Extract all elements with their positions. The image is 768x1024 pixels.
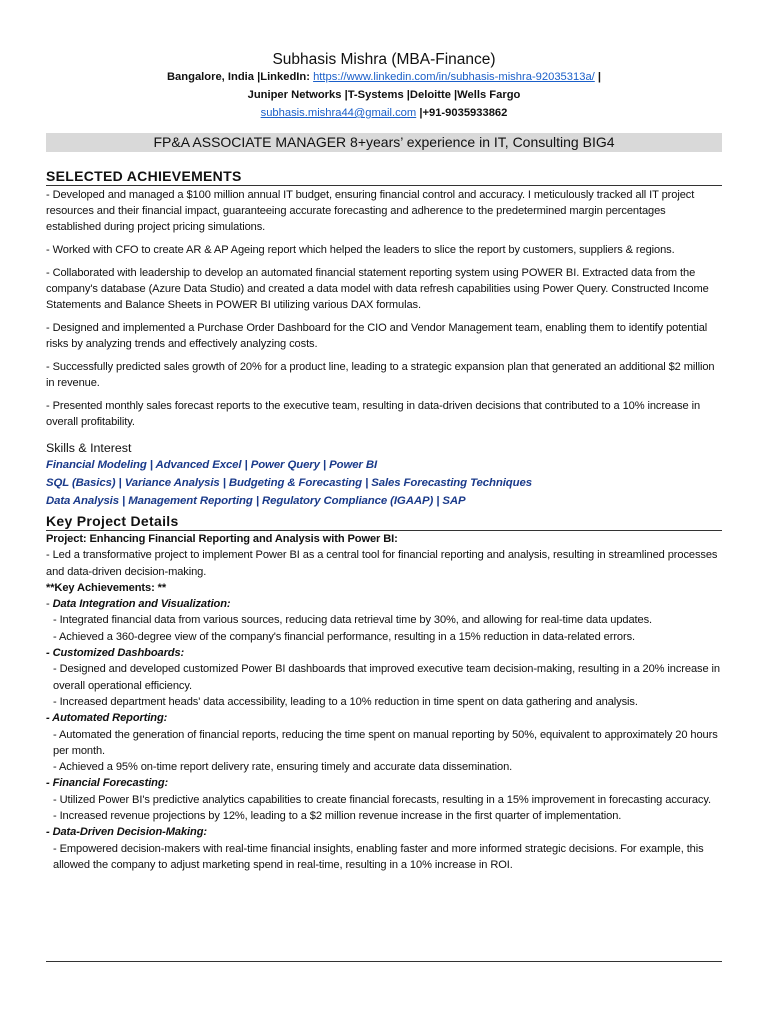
dash-prefix: - — [46, 598, 53, 611]
headline-banner: FP&A ASSOCIATE MANAGER 8+years’ experience in IT, Consulting BIG4 — [46, 133, 722, 152]
achievement-item: - Developed and managed a $100 million annual IT budget, ensuring financial control and accuracy. I meticulously tracked all IT project resources and their financial impact, guaranteeing accurate forecasting and adherence to the predetermined margin percentages established during project pricing simulations. — [46, 189, 695, 233]
linkedin-link[interactable]: https://www.linkedin.com/in/subhasis-mishra-92035313a/ — [313, 71, 595, 83]
projects-heading: Key Project Details — [46, 513, 722, 531]
group-bullet: - Designed and developed customized Power BI dashboards that improved executive team decision-making, resulting in a 20% increase in overall operational efficiency. — [53, 663, 720, 692]
group-heading: - Financial Forecasting: — [46, 777, 169, 790]
group-bullet: - Utilized Power BI's predictive analytics capabilities to create financial forecasts, resulting in a 15% improvement in forecasting accuracy. — [53, 793, 711, 806]
achievements-list — [46, 187, 722, 430]
achievement-item: - Collaborated with leadership to develop an automated financial statement reporting system using POWER BI. Extracted data from the company's database (Azure Data Studio) and created a data model with data refresh capabilities using Power Query. Constructed Income Statements and Balance Sheets in POWER BI utilizing various DAX formulas. — [46, 267, 709, 311]
location-suffix: | — [594, 71, 602, 83]
contact-line — [46, 104, 722, 122]
candidate-name: Subhasis Mishra (MBA-Finance) — [272, 51, 496, 68]
achievements-heading: SELECTED ACHIEVEMENTS — [46, 168, 722, 186]
skills-line: Data Analysis | Management Reporting | Regulatory Compliance (IGAAP) | SAP — [46, 495, 466, 507]
group-heading-text: Data Integration and Visualization: — [52, 598, 231, 611]
group-heading — [46, 596, 722, 612]
group-heading: - Data-Driven Decision-Making: — [46, 826, 207, 839]
location-text: Bangalore, India |LinkedIn: — [166, 71, 314, 83]
skills-heading: Skills & Interest — [46, 441, 132, 455]
phone-text: |+91-9035933862 — [416, 107, 508, 119]
skills-line: SQL (Basics) | Variance Analysis | Budgeting & Forecasting | Sales Forecasting Techniques — [46, 477, 532, 489]
achievement-item: - Presented monthly sales forecast reports to the executive team, resulting in data-driven decisions that contributed to a 10% increase in overall profitability. — [46, 400, 701, 428]
group-bullet: - Increased revenue projections by 12%, leading to a $2 million revenue increase in the first quarter of implementation. — [53, 810, 622, 823]
group-bullet: - Increased department heads' data accessibility, leading to a 10% reduction in time spent on data gathering and analysis. — [53, 695, 638, 708]
group-bullet: - Integrated financial data from various sources, reducing data retrieval time by 30%, and allowing for real-time data updates. — [53, 614, 653, 627]
group-bullet: - Achieved a 95% on-time report delivery rate, ensuring timely and accurate data dissemination. — [53, 761, 513, 774]
group-bullet: - Automated the generation of financial reports, reducing the time spent on manual reporting by 50%, equivalent to approximately 20 hours per month. — [53, 728, 718, 757]
group-heading: - Automated Reporting: — [46, 712, 168, 725]
location-line — [46, 69, 722, 86]
achievement-item: - Successfully predicted sales growth of 20% for a product line, leading to a strategic expansion plan that generated an additional $2 million in revenue. — [46, 361, 715, 389]
project-title: Project: Enhancing Financial Reporting and Analysis with Power BI: — [46, 533, 398, 545]
group-heading: - Customized Dashboards: — [46, 647, 185, 660]
employers-line: Juniper Networks |T-Systems |Deloitte |Wells Fargo — [247, 89, 521, 101]
project-section — [46, 531, 722, 873]
achievement-item: - Designed and implemented a Purchase Order Dashboard for the CIO and Vendor Management team, enabling them to identify potential risks by analyzing trends and effectively analyzing costs. — [46, 322, 708, 350]
page-divider — [46, 961, 722, 962]
group-bullet: - Empowered decision-makers with real-time financial insights, enabling faster and more informed strategic decisions. For example, this allowed the company to adjust marketing spend in real-time, resulting in a 10% increase in ROI. — [53, 842, 704, 871]
group-bullet: - Achieved a 360-degree view of the company's financial performance, resulting in a 15% reduction in data-related errors. — [53, 630, 636, 643]
project-intro: - Led a transformative project to implement Power BI as a central tool for financial reporting and analysis, resulting in streamlined processes and data-driven decision-making. — [46, 549, 718, 578]
skills-line: Financial Modeling | Advanced Excel | Power Query | Power BI — [46, 459, 378, 471]
email-link[interactable]: subhasis.mishra44@gmail.com — [260, 107, 417, 119]
key-achievements-label: **Key Achievements: ** — [46, 581, 167, 594]
achievement-item: - Worked with CFO to create AR & AP Ageing report which helped the leaders to slice the report by customers, suppliers & regions. — [46, 244, 675, 256]
